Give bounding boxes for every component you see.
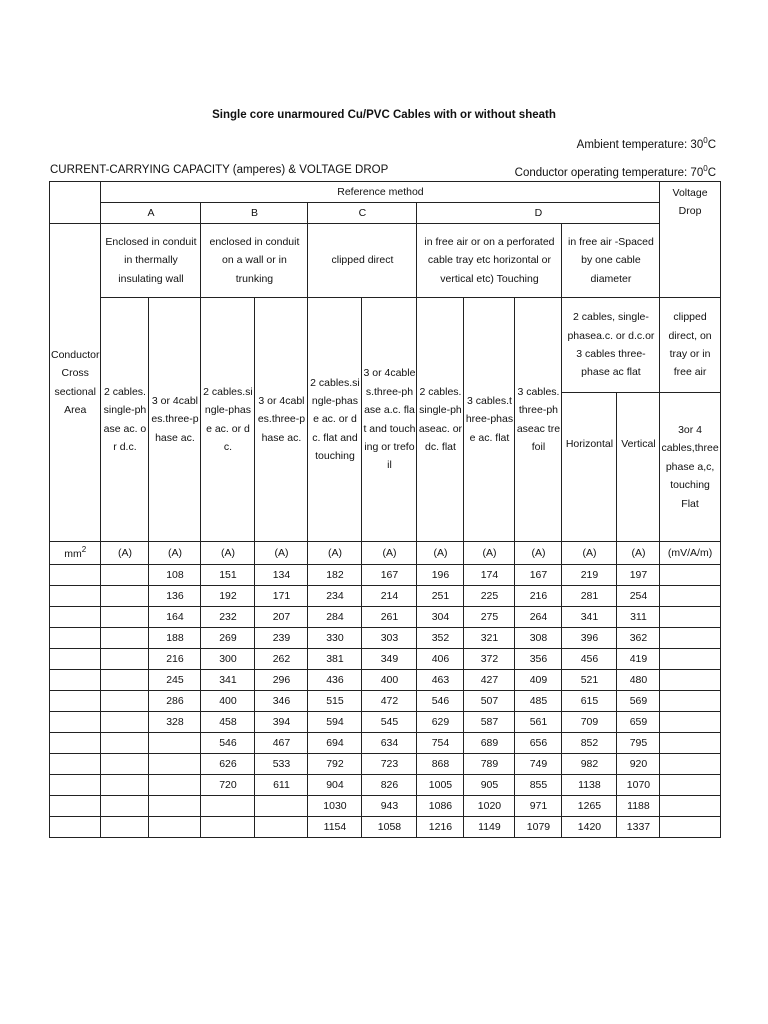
table-cell: 795 — [617, 733, 660, 754]
table-cell: 1188 — [617, 796, 660, 817]
table-row — [50, 628, 721, 649]
table-cell: 852 — [562, 733, 617, 754]
table-cell — [149, 733, 201, 754]
table-cell: 330 — [308, 628, 362, 649]
table-cell — [50, 565, 101, 586]
table-cell: 515 — [308, 691, 362, 712]
table-cell: 507 — [464, 691, 515, 712]
table-cell: 587 — [464, 712, 515, 733]
table-row — [50, 691, 721, 712]
table-cell — [101, 628, 149, 649]
table-body — [50, 565, 721, 838]
table-cell: 254 — [617, 586, 660, 607]
voltage-drop-header: Voltage Drop — [660, 182, 720, 298]
table-cell: 436 — [308, 670, 362, 691]
table-cell: 296 — [255, 670, 308, 691]
table-cell: 656 — [515, 733, 562, 754]
table-cell: 1020 — [464, 796, 515, 817]
table-row — [50, 607, 721, 628]
table-cell: 341 — [562, 607, 617, 628]
a-two-cables-header: 2 cables.single-phase ac. or d.c. — [101, 298, 149, 542]
table-cell: 533 — [255, 754, 308, 775]
capacity-table — [49, 181, 721, 838]
table-cell: 269 — [201, 628, 255, 649]
table-cell: 232 — [201, 607, 255, 628]
method-b-description: enclosed in conduit on a wall or in trunking — [201, 224, 308, 298]
table-cell: 792 — [308, 754, 362, 775]
table-cell — [660, 565, 720, 586]
table-cell: 346 — [255, 691, 308, 712]
table-cell: 709 — [562, 712, 617, 733]
table-cell: 356 — [515, 649, 562, 670]
table-cell: 659 — [617, 712, 660, 733]
table-cell: 207 — [255, 607, 308, 628]
table-cell: 167 — [362, 565, 417, 586]
table-cell: 286 — [149, 691, 201, 712]
table-cell: 569 — [617, 691, 660, 712]
table-cell: 868 — [417, 754, 464, 775]
table-cell: 284 — [308, 607, 362, 628]
unit-amp: (A) — [201, 542, 255, 565]
table-cell: 689 — [464, 733, 515, 754]
table-cell: 275 — [464, 607, 515, 628]
table-row — [50, 565, 721, 586]
table-cell: 300 — [201, 649, 255, 670]
table-cell — [660, 817, 720, 838]
table-cell — [660, 691, 720, 712]
table-cell: 629 — [417, 712, 464, 733]
table-cell — [201, 796, 255, 817]
a-three-cables-header: 3 or 4cables.three-phase ac. — [149, 298, 201, 542]
table-cell: 458 — [201, 712, 255, 733]
table-cell — [50, 796, 101, 817]
table-cell: 971 — [515, 796, 562, 817]
table-cell: 311 — [617, 607, 660, 628]
table-row — [50, 649, 721, 670]
table-cell: 406 — [417, 649, 464, 670]
table-cell: 341 — [201, 670, 255, 691]
table-cell: 1138 — [562, 775, 617, 796]
table-cell: 561 — [515, 712, 562, 733]
voltage-drop-flat-header: 3or 4 cables,three phase a,c, touching Flat — [660, 393, 720, 542]
table-cell: 216 — [515, 586, 562, 607]
b-three-cables-header: 3 or 4cables.three-phase ac. — [255, 298, 308, 542]
table-cell — [50, 733, 101, 754]
unit-amp: (A) — [562, 542, 617, 565]
table-cell — [50, 754, 101, 775]
table-cell: 182 — [308, 565, 362, 586]
table-cell: 262 — [255, 649, 308, 670]
table-cell: 234 — [308, 586, 362, 607]
table-cell — [101, 607, 149, 628]
table-cell: 749 — [515, 754, 562, 775]
table-cell: 463 — [417, 670, 464, 691]
table-cell: 394 — [255, 712, 308, 733]
unit-amp: (A) — [417, 542, 464, 565]
spaced-cables-header: 2 cables, single-phasea.c. or d.c.or 3 cables three-phase ac flat — [562, 298, 660, 393]
table-cell — [101, 586, 149, 607]
table-cell: 419 — [617, 649, 660, 670]
method-c-header: C — [308, 203, 417, 224]
unit-amp: (A) — [101, 542, 149, 565]
table-cell — [101, 775, 149, 796]
table-cell: 1030 — [308, 796, 362, 817]
table-cell — [101, 733, 149, 754]
method-b-header: B — [201, 203, 308, 224]
table-cell — [201, 817, 255, 838]
table-cell: 626 — [201, 754, 255, 775]
table-cell: 904 — [308, 775, 362, 796]
table-cell: 546 — [201, 733, 255, 754]
table-cell — [50, 586, 101, 607]
reference-method-header: Reference method — [101, 182, 660, 203]
table-cell — [149, 817, 201, 838]
table-cell: 396 — [562, 628, 617, 649]
table-cell: 304 — [417, 607, 464, 628]
current-capacity-label: CURRENT-CARRYING CAPACITY (amperes) & VOLTAGE DROP — [50, 164, 389, 176]
table-cell: 328 — [149, 712, 201, 733]
c-two-cables-header: 2 cables.single-phase ac. or dc. flat and touching — [308, 298, 362, 542]
c-three-cables-header: 3 or 4cables.three-phase a.c. flat and touching or trefoil — [362, 298, 417, 542]
b-two-cables-header: 2 cables.single-phase ac. or dc. — [201, 298, 255, 542]
table-cell: 281 — [562, 586, 617, 607]
table-cell — [101, 691, 149, 712]
units-row — [50, 542, 721, 565]
unit-amp: (A) — [617, 542, 660, 565]
table-cell: 214 — [362, 586, 417, 607]
d-three-cables-trefoil-header: 3 cables.three-phaseac trefoil — [515, 298, 562, 542]
table-cell: 352 — [417, 628, 464, 649]
table-cell — [660, 628, 720, 649]
table-cell — [660, 670, 720, 691]
table-cell: 372 — [464, 649, 515, 670]
d-three-cables-flat-header: 3 cables.three-phase ac. flat — [464, 298, 515, 542]
vertical-header: Vertical — [617, 393, 660, 542]
table-cell: 400 — [362, 670, 417, 691]
table-cell: 754 — [417, 733, 464, 754]
table-cell: 261 — [362, 607, 417, 628]
table-cell: 308 — [515, 628, 562, 649]
table-cell — [660, 712, 720, 733]
table-cell: 611 — [255, 775, 308, 796]
table-cell — [255, 817, 308, 838]
table-row — [50, 712, 721, 733]
table-cell — [660, 586, 720, 607]
method-d-header: D — [417, 203, 660, 224]
method-a-header: A — [101, 203, 201, 224]
table-cell — [101, 817, 149, 838]
method-d-touching-description: in free air or on a perforated cable tray etc horizontal or vertical etc) Touching — [417, 224, 562, 298]
table-cell: 720 — [201, 775, 255, 796]
table-cell: 108 — [149, 565, 201, 586]
unit-mm2: $mm^2$ — [50, 542, 101, 565]
table-cell — [660, 796, 720, 817]
table-cell — [50, 691, 101, 712]
table-cell: 239 — [255, 628, 308, 649]
table-cell: 905 — [464, 775, 515, 796]
table-cell: 164 — [149, 607, 201, 628]
table-cell: 789 — [464, 754, 515, 775]
table-cell — [660, 754, 720, 775]
table-cell — [149, 796, 201, 817]
unit-amp: (A) — [255, 542, 308, 565]
table-cell: 1086 — [417, 796, 464, 817]
table-cell: 480 — [617, 670, 660, 691]
table-cell: 594 — [308, 712, 362, 733]
table-cell: 1265 — [562, 796, 617, 817]
table-cell: 167 — [515, 565, 562, 586]
table-cell: 219 — [562, 565, 617, 586]
table-cell — [50, 670, 101, 691]
table-cell: 634 — [362, 733, 417, 754]
table-cell — [149, 775, 201, 796]
table-cell: 1149 — [464, 817, 515, 838]
table-cell: 1079 — [515, 817, 562, 838]
table-row — [50, 817, 721, 838]
table-cell: 303 — [362, 628, 417, 649]
table-cell: 171 — [255, 586, 308, 607]
table-cell: 151 — [201, 565, 255, 586]
table-cell — [660, 607, 720, 628]
table-cell: 409 — [515, 670, 562, 691]
table-cell: 723 — [362, 754, 417, 775]
table-cell: 188 — [149, 628, 201, 649]
table-cell: 136 — [149, 586, 201, 607]
table-cell: 920 — [617, 754, 660, 775]
table-cell: 826 — [362, 775, 417, 796]
unit-amp: (A) — [149, 542, 201, 565]
unit-amp: (A) — [464, 542, 515, 565]
table-row — [50, 754, 721, 775]
table-row — [50, 670, 721, 691]
table-cell: 694 — [308, 733, 362, 754]
table-cell: 855 — [515, 775, 562, 796]
table-cell — [660, 775, 720, 796]
table-cell: 1005 — [417, 775, 464, 796]
voltage-drop-clipped-header: clipped direct, on tray or in free air — [660, 298, 720, 393]
table-cell: 245 — [149, 670, 201, 691]
table-cell: 362 — [617, 628, 660, 649]
table-cell: 134 — [255, 565, 308, 586]
table-cell: 349 — [362, 649, 417, 670]
method-d-spaced-description: in free air -Spaced by one cable diameter — [562, 224, 660, 298]
unit-amp: (A) — [362, 542, 417, 565]
table-cell: 545 — [362, 712, 417, 733]
table-cell: 1420 — [562, 817, 617, 838]
table-cell: 982 — [562, 754, 617, 775]
table-cell — [101, 754, 149, 775]
method-c-description: clipped direct — [308, 224, 417, 298]
table-cell — [255, 796, 308, 817]
table-cell: 427 — [464, 670, 515, 691]
table-cell: 400 — [201, 691, 255, 712]
table-cell: 225 — [464, 586, 515, 607]
table-cell: 1070 — [617, 775, 660, 796]
table-row — [50, 586, 721, 607]
table-cell — [101, 712, 149, 733]
table-cell — [101, 670, 149, 691]
table-cell: 196 — [417, 565, 464, 586]
table-cell: 456 — [562, 649, 617, 670]
table-cell: 174 — [464, 565, 515, 586]
corner-cell — [50, 182, 101, 224]
table-cell — [660, 733, 720, 754]
table-cell: 467 — [255, 733, 308, 754]
table-cell: 251 — [417, 586, 464, 607]
table-cell: 546 — [417, 691, 464, 712]
table-cell — [101, 796, 149, 817]
operating-temperature: Conductor operating temperature: $70^0C$ — [514, 164, 716, 179]
table-cell — [101, 649, 149, 670]
unit-amp: (A) — [515, 542, 562, 565]
table-cell — [50, 775, 101, 796]
table-cell — [101, 565, 149, 586]
table-cell — [50, 817, 101, 838]
table-cell: 472 — [362, 691, 417, 712]
table-cell — [149, 754, 201, 775]
table-cell: 485 — [515, 691, 562, 712]
method-a-description: Enclosed in conduit in thermally insulating wall — [101, 224, 201, 298]
table-cell: 521 — [562, 670, 617, 691]
d-two-cables-header: 2 cables.single-phaseac. or dc. flat — [417, 298, 464, 542]
horizontal-header: Horizontal — [562, 393, 617, 542]
unit-mv: (mV/A/m) — [660, 542, 720, 565]
table-cell: 1058 — [362, 817, 417, 838]
table-row — [50, 796, 721, 817]
table-cell — [50, 628, 101, 649]
table-cell: 216 — [149, 649, 201, 670]
table-cell: 1216 — [417, 817, 464, 838]
table-cell — [660, 649, 720, 670]
ambient-temperature: Ambient temperature: $30^0C$ — [576, 136, 716, 151]
table-cell — [50, 649, 101, 670]
table-cell: 615 — [562, 691, 617, 712]
table-cell: 192 — [201, 586, 255, 607]
unit-amp: (A) — [308, 542, 362, 565]
table-cell: 197 — [617, 565, 660, 586]
table-row — [50, 733, 721, 754]
document-title: Single core unarmoured Cu/PVC Cables with or without sheath — [212, 109, 556, 121]
table-cell: 1154 — [308, 817, 362, 838]
conductor-area-header: Conductor Cross sectional Area — [50, 224, 101, 542]
table-cell — [50, 607, 101, 628]
table-cell: 321 — [464, 628, 515, 649]
table-cell — [50, 712, 101, 733]
table-row — [50, 775, 721, 796]
table-cell: 1337 — [617, 817, 660, 838]
table-cell: 381 — [308, 649, 362, 670]
table-cell: 264 — [515, 607, 562, 628]
table-cell: 943 — [362, 796, 417, 817]
